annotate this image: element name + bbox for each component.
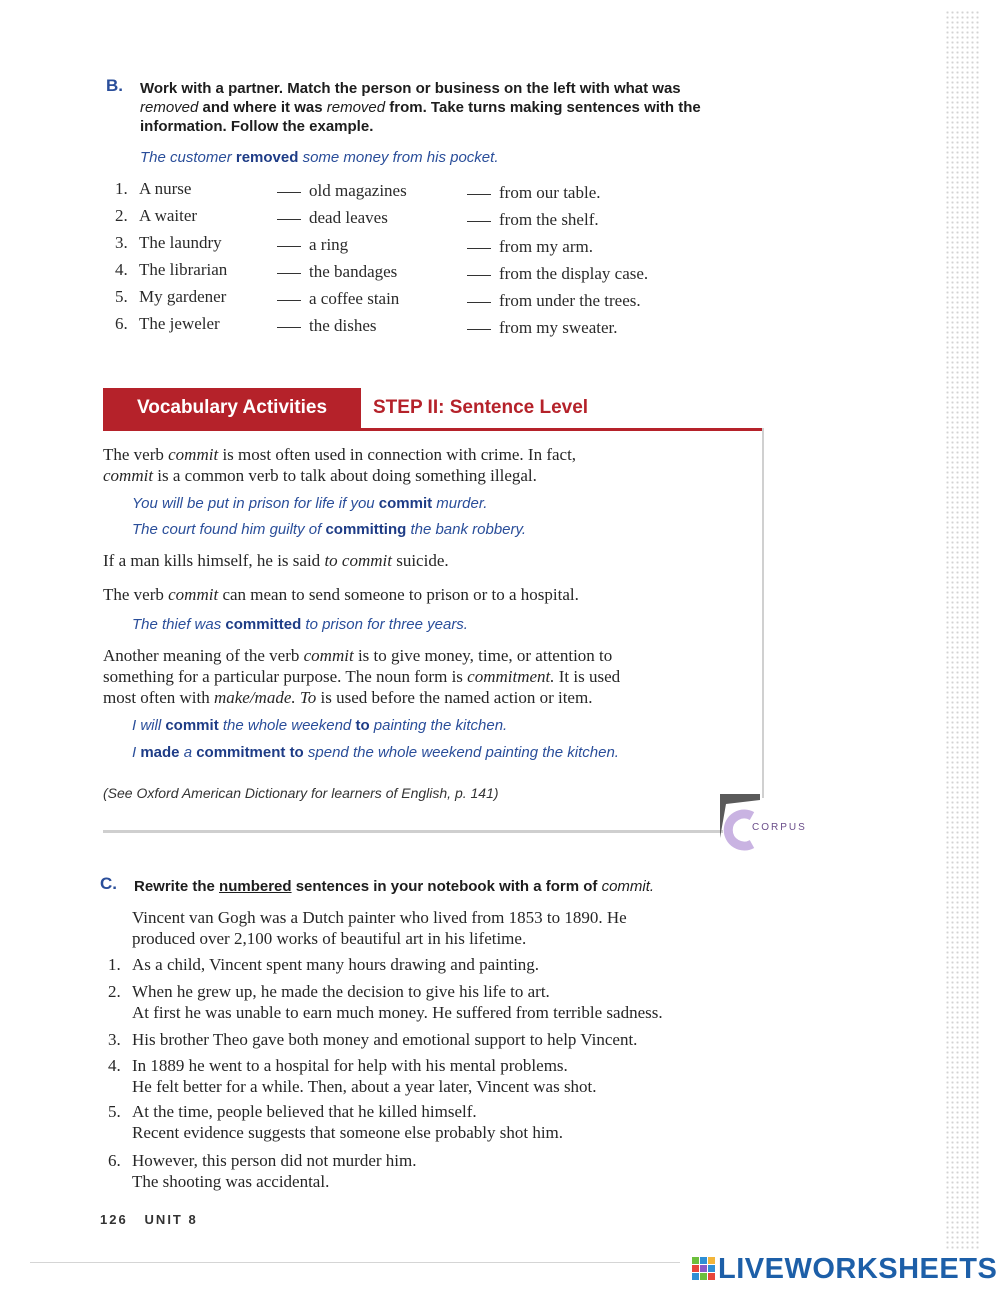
row-person: The laundry bbox=[139, 233, 222, 252]
underlined-word: numbered bbox=[219, 878, 292, 895]
example-keyword: removed bbox=[235, 149, 299, 166]
text: can mean to send someone to prison or to a hospital. bbox=[218, 585, 579, 604]
text: to prison for three years. bbox=[301, 616, 468, 633]
match-row bbox=[115, 287, 226, 307]
text: sentences in your notebook with a form of bbox=[291, 878, 602, 895]
row-where: from my sweater. bbox=[499, 318, 618, 337]
exercise-c-item-4 bbox=[108, 1055, 597, 1097]
removed-word: removed bbox=[326, 99, 386, 116]
text: Another meaning of the verb bbox=[103, 646, 304, 665]
box-example-5 bbox=[132, 744, 619, 761]
match-what-1 bbox=[277, 181, 407, 201]
vocabulary-tag: Vocabulary Activities bbox=[103, 388, 361, 428]
blank-line[interactable] bbox=[467, 248, 491, 249]
instruction-line-2 bbox=[140, 98, 780, 117]
paragraph-line bbox=[103, 666, 743, 687]
match-what-3 bbox=[277, 235, 348, 255]
exercise-c-instruction bbox=[134, 877, 654, 896]
match-where-3 bbox=[467, 237, 593, 257]
keyword: made bbox=[140, 744, 180, 761]
row-number: 5. bbox=[115, 287, 128, 306]
item-sentence: When he grew up, he made the decision to give his life to art. bbox=[132, 982, 550, 1001]
instruction-text: from. Take turns making sentences with the bbox=[385, 99, 701, 116]
row-where: from my arm. bbox=[499, 237, 593, 256]
keyword: to commit bbox=[324, 551, 392, 570]
box-example-2 bbox=[132, 521, 526, 538]
text: I will bbox=[132, 717, 166, 734]
text: murder. bbox=[432, 495, 488, 512]
text: The verb bbox=[103, 585, 169, 604]
row-where: from the shelf. bbox=[499, 210, 599, 229]
keyword: committing bbox=[325, 521, 407, 538]
text: suicide. bbox=[391, 551, 449, 570]
blank-line[interactable] bbox=[467, 275, 491, 276]
row-number: 1. bbox=[115, 179, 128, 198]
item-sentence: As a child, Vincent spent many hours drawing and painting. bbox=[132, 955, 540, 974]
exercise-c-item-3 bbox=[108, 1029, 637, 1050]
match-row bbox=[115, 233, 222, 253]
match-where-5 bbox=[467, 291, 641, 311]
text: most often with bbox=[103, 688, 214, 707]
box-bottom-border bbox=[103, 830, 723, 833]
match-where-4 bbox=[467, 264, 648, 284]
row-person: The jeweler bbox=[139, 314, 220, 333]
match-what-6 bbox=[277, 316, 377, 336]
box-example-1 bbox=[132, 495, 487, 512]
text: the bank robbery. bbox=[406, 521, 527, 538]
paragraph-line bbox=[103, 645, 743, 666]
keyword: commitment to bbox=[196, 744, 304, 761]
text: The court found him guilty of bbox=[132, 521, 326, 538]
text: is to give money, time, or attention to bbox=[353, 646, 613, 665]
liveworksheets-squares-icon bbox=[692, 1257, 716, 1281]
item-sentence: In 1889 he went to a hospital for help with his mental problems. bbox=[132, 1056, 568, 1075]
item-number: 5. bbox=[108, 1102, 121, 1121]
match-row bbox=[115, 314, 220, 334]
text: Rewrite the bbox=[134, 878, 220, 895]
match-where-6 bbox=[467, 318, 618, 338]
box-example-3 bbox=[132, 616, 468, 633]
page-number: 126 bbox=[100, 1212, 128, 1227]
match-what-4 bbox=[277, 262, 397, 282]
box-paragraph-4 bbox=[103, 645, 743, 708]
row-number: 2. bbox=[115, 206, 128, 225]
match-where-2 bbox=[467, 210, 599, 230]
row-what: dead leaves bbox=[309, 208, 388, 227]
match-what-5 bbox=[277, 289, 399, 309]
keyword: commit bbox=[168, 585, 219, 604]
corpus-label: CORPUS bbox=[752, 822, 807, 833]
text: is a common verb to talk about doing something illegal. bbox=[153, 466, 537, 485]
row-what: the bandages bbox=[309, 262, 398, 281]
row-what: the dishes bbox=[309, 316, 377, 335]
keyword: commit bbox=[165, 717, 219, 734]
text: is most often used in connection with crime. In fact, bbox=[218, 445, 577, 464]
blank-line[interactable] bbox=[467, 329, 491, 330]
row-number: 6. bbox=[115, 314, 128, 333]
item-number: 3. bbox=[108, 1030, 121, 1049]
text: I bbox=[132, 744, 141, 761]
dictionary-reference: (See Oxford American Dictionary for learners of English, p. 141) bbox=[103, 785, 499, 801]
blank-line[interactable] bbox=[277, 273, 301, 274]
item-sentence: At the time, people believed that he killed himself. bbox=[132, 1102, 477, 1121]
box-paragraph-3 bbox=[103, 584, 579, 605]
exercise-c-label: C. bbox=[100, 874, 117, 893]
unit-label: UNIT 8 bbox=[144, 1212, 198, 1227]
blank-line[interactable] bbox=[277, 327, 301, 328]
keyword: committed bbox=[225, 616, 302, 633]
item-number: 2. bbox=[108, 982, 121, 1001]
blank-line[interactable] bbox=[467, 194, 491, 195]
intro-line: produced over 2,100 works of beautiful art in his lifetime. bbox=[132, 929, 527, 948]
match-where-1 bbox=[467, 183, 601, 203]
blank-line[interactable] bbox=[467, 302, 491, 303]
vocabulary-header bbox=[103, 388, 763, 431]
item-sentence: His brother Theo gave both money and emotional support to help Vincent. bbox=[132, 1030, 638, 1049]
blank-line[interactable] bbox=[467, 221, 491, 222]
liveworksheets-logo bbox=[692, 1252, 997, 1286]
item-context: The shooting was accidental. bbox=[132, 1172, 330, 1191]
match-row bbox=[115, 179, 191, 199]
instruction-line-1: Work with a partner. Match the person or business on the left with what was bbox=[140, 80, 681, 97]
row-where: from our table. bbox=[499, 183, 601, 202]
bottom-rule bbox=[30, 1262, 680, 1263]
text: It is used bbox=[554, 667, 621, 686]
paragraph-line bbox=[103, 465, 723, 486]
item-context: At first he was unable to earn much money. He suffered from terrible sadness. bbox=[132, 1003, 663, 1022]
exercise-c-item-2 bbox=[108, 981, 663, 1023]
exercise-b-instruction bbox=[140, 79, 780, 136]
paragraph-line bbox=[103, 444, 723, 465]
keyword: commit bbox=[303, 646, 354, 665]
box-paragraph-2 bbox=[103, 550, 449, 571]
text: is used before the named action or item. bbox=[316, 688, 593, 707]
blank-line[interactable] bbox=[277, 219, 301, 220]
keyword: commit. bbox=[601, 878, 655, 895]
item-context: He felt better for a while. Then, about a year later, Vincent was shot. bbox=[132, 1077, 597, 1096]
exercise-c-intro bbox=[132, 907, 627, 949]
row-what: old magazines bbox=[309, 181, 407, 200]
row-person: A waiter bbox=[139, 206, 198, 225]
box-paragraph-1 bbox=[103, 444, 723, 486]
text: painting the kitchen. bbox=[369, 717, 508, 734]
keyword: To bbox=[299, 688, 317, 707]
page-footer bbox=[100, 1212, 198, 1227]
row-where: from the display case. bbox=[499, 264, 649, 283]
text: the whole weekend bbox=[218, 717, 356, 734]
box-example-4 bbox=[132, 717, 507, 734]
row-person: The librarian bbox=[139, 260, 228, 279]
text: The thief was bbox=[132, 616, 226, 633]
blank-line[interactable] bbox=[277, 246, 301, 247]
item-sentence: However, this person did not murder him. bbox=[132, 1151, 417, 1170]
removed-word: removed bbox=[140, 99, 199, 116]
match-row bbox=[115, 206, 197, 226]
blank-line[interactable] bbox=[277, 192, 301, 193]
row-what: a coffee stain bbox=[309, 289, 400, 308]
exercise-c-item-6 bbox=[108, 1150, 417, 1192]
keyword: make/made. bbox=[213, 688, 296, 707]
exercise-b-example bbox=[140, 149, 498, 166]
exercise-c-item-5 bbox=[108, 1101, 563, 1143]
item-number: 4. bbox=[108, 1056, 121, 1075]
row-person: A nurse bbox=[139, 179, 192, 198]
step-title: STEP II: Sentence Level bbox=[373, 397, 589, 418]
row-what: a ring bbox=[309, 235, 349, 254]
box-right-border bbox=[762, 428, 764, 798]
row-person: My gardener bbox=[139, 287, 227, 306]
row-number: 4. bbox=[115, 260, 128, 279]
row-number: 3. bbox=[115, 233, 128, 252]
keyword: commit bbox=[168, 445, 219, 464]
example-text: The customer bbox=[140, 149, 236, 166]
item-number: 6. bbox=[108, 1151, 121, 1170]
item-number: 1. bbox=[108, 955, 121, 974]
liveworksheets-wordmark: LIVEWORKSHEETS bbox=[718, 1252, 998, 1285]
text: If a man kills himself, he is said bbox=[103, 551, 325, 570]
text: something for a particular purpose. The noun form is bbox=[103, 667, 468, 686]
keyword: commitment. bbox=[467, 667, 555, 686]
example-text: some money from his pocket. bbox=[298, 149, 499, 166]
instruction-line-3: information. Follow the example. bbox=[140, 118, 374, 135]
keyword: to bbox=[355, 717, 370, 734]
exercise-b-label: B. bbox=[106, 76, 123, 95]
match-what-2 bbox=[277, 208, 388, 228]
paragraph-line bbox=[103, 687, 743, 708]
exercise-c-item-1 bbox=[108, 954, 539, 975]
blank-line[interactable] bbox=[277, 300, 301, 301]
text: You will be put in prison for life if you bbox=[132, 495, 379, 512]
instruction-text: and where it was bbox=[198, 99, 327, 116]
keyword: commit bbox=[103, 466, 154, 485]
page-edge-texture bbox=[945, 10, 980, 1250]
text: spend the whole weekend painting the kitchen. bbox=[303, 744, 619, 761]
text: a bbox=[179, 744, 197, 761]
match-row bbox=[115, 260, 227, 280]
text: The verb bbox=[103, 445, 169, 464]
item-context: Recent evidence suggests that someone else probably shot him. bbox=[132, 1123, 564, 1142]
keyword: commit bbox=[378, 495, 433, 512]
row-where: from under the trees. bbox=[499, 291, 641, 310]
intro-line: Vincent van Gogh was a Dutch painter who lived from 1853 to 1890. He bbox=[132, 908, 627, 927]
